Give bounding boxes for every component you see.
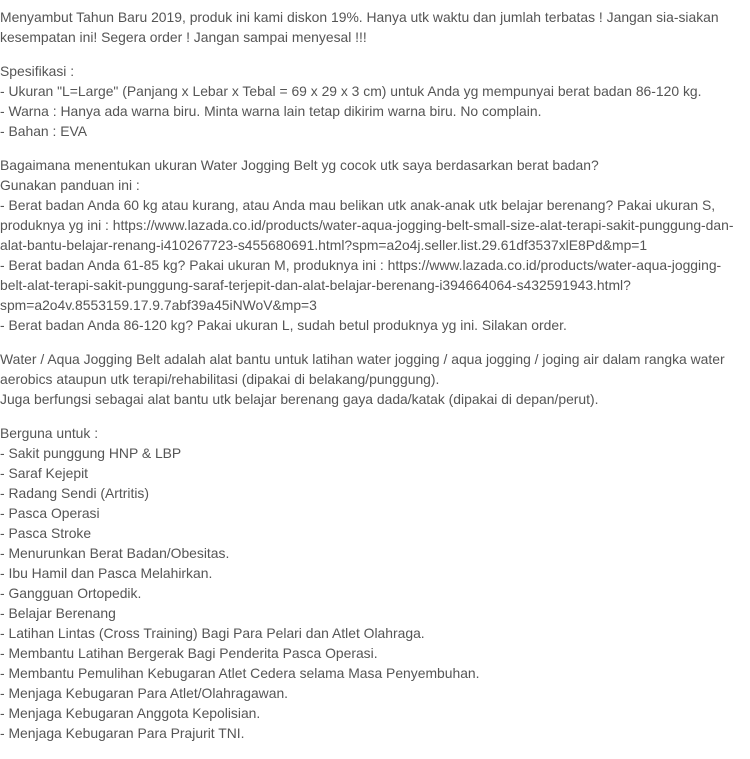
benefit-item: - Saraf Kejepit: [0, 465, 89, 481]
size-guide-line: - Berat badan Anda 60 kg atau kurang, atau Anda mau belikan utk anak-anak utk belajar berenang? Pakai ukuran S,: [0, 197, 716, 213]
size-guide-line: belt-alat-terapi-sakit-punggung-saraf-terjepit-dan-alat-belajar-berenang-i394664064-s432591943.html?: [0, 277, 631, 293]
size-guide-line: spm=a2o4v.8553159.17.9.7abf39a45iNWoV&mp=3: [0, 297, 317, 313]
explanation-line: aerobics ataupun utk terapi/rehabilitasi (dipakai di belakang/punggung).: [0, 371, 440, 387]
explanation-line: Juga berfungsi sebagai alat bantu utk belajar berenang gaya dada/katak (dipakai di depan/perut).: [0, 391, 599, 407]
spec-item: - Bahan : EVA: [0, 123, 87, 139]
size-guide-line: - Berat badan Anda 86-120 kg? Pakai ukuran L, sudah betul produknya yg ini. Silakan order.: [0, 317, 567, 333]
promo-line: Menyambut Tahun Baru 2019, produk ini kami diskon 19%. Hanya utk waktu dan jumlah terbatas ! Jangan sia-siakan: [0, 9, 719, 25]
promo-paragraph: [0, 7, 748, 47]
size-guide-line: alat-bantu-belajar-renang-i410267723-s455680691.html?spm=a2o4j.seller.list.29.61df3537xlE8Pd&mp=1: [0, 237, 648, 253]
size-guide-paragraph: [0, 155, 748, 335]
benefit-item: - Pasca Stroke: [0, 525, 92, 541]
benefit-item: - Belajar Berenang: [0, 605, 116, 621]
size-guide-question: Bagaimana menentukan ukuran Water Jogging Belt yg cocok utk saya berdasarkan berat badan?: [0, 157, 599, 173]
promo-line: kesempatan ini! Segera order ! Jangan sampai menyesal !!!: [0, 29, 367, 45]
benefit-item: - Radang Sendi (Artritis): [0, 485, 149, 501]
explanation-line: Water / Aqua Jogging Belt adalah alat bantu untuk latihan water jogging / aqua jogging / joging air dalam rangka water: [0, 351, 725, 367]
benefits-paragraph: [0, 423, 748, 743]
benefit-item: - Gangguan Ortopedik.: [0, 585, 142, 601]
spec-item: - Warna : Hanya ada warna biru. Minta warna lain tetap dikirim warna biru. No complain.: [0, 103, 542, 119]
benefit-item: - Menjaga Kebugaran Para Atlet/Olahragawan.: [0, 685, 289, 701]
benefit-item: - Ibu Hamil dan Pasca Melahirkan.: [0, 565, 213, 581]
size-guide-line: produknya yg ini : https://www.lazada.co.id/products/water-aqua-jogging-belt-small-size-alat-terapi-sakit-punggung-dan-: [0, 217, 734, 233]
benefit-item: - Pasca Operasi: [0, 505, 100, 521]
product-description: [0, 7, 748, 757]
benefit-item: - Sakit punggung HNP & LBP: [0, 445, 182, 461]
benefit-item: - Menjaga Kebugaran Anggota Kepolisian.: [0, 705, 261, 721]
benefits-heading: Berguna untuk :: [0, 425, 99, 441]
spec-item: - Ukuran "L=Large" (Panjang x Lebar x Tebal = 69 x 29 x 3 cm) untuk Anda yg mempunyai berat badan 86-120 kg.: [0, 83, 702, 99]
benefit-item: - Membantu Latihan Bergerak Bagi Penderita Pasca Operasi.: [0, 645, 378, 661]
size-guide-intro: Gunakan panduan ini :: [0, 177, 140, 193]
specifications-paragraph: [0, 61, 748, 141]
benefit-item: - Latihan Lintas (Cross Training) Bagi Para Pelari dan Atlet Olahraga.: [0, 625, 425, 641]
specifications-heading: Spesifikasi :: [0, 63, 75, 79]
size-guide-line: - Berat badan Anda 61-85 kg? Pakai ukuran M, produknya ini : https://www.lazada.co.id/products/water-aqua-jogging-: [0, 257, 722, 273]
benefit-item: - Membantu Pemulihan Kebugaran Atlet Cedera selama Masa Penyembuhan.: [0, 665, 480, 681]
benefit-item: - Menjaga Kebugaran Para Prajurit TNI.: [0, 725, 245, 741]
benefit-item: - Menurunkan Berat Badan/Obesitas.: [0, 545, 230, 561]
product-explanation-paragraph: [0, 349, 748, 409]
